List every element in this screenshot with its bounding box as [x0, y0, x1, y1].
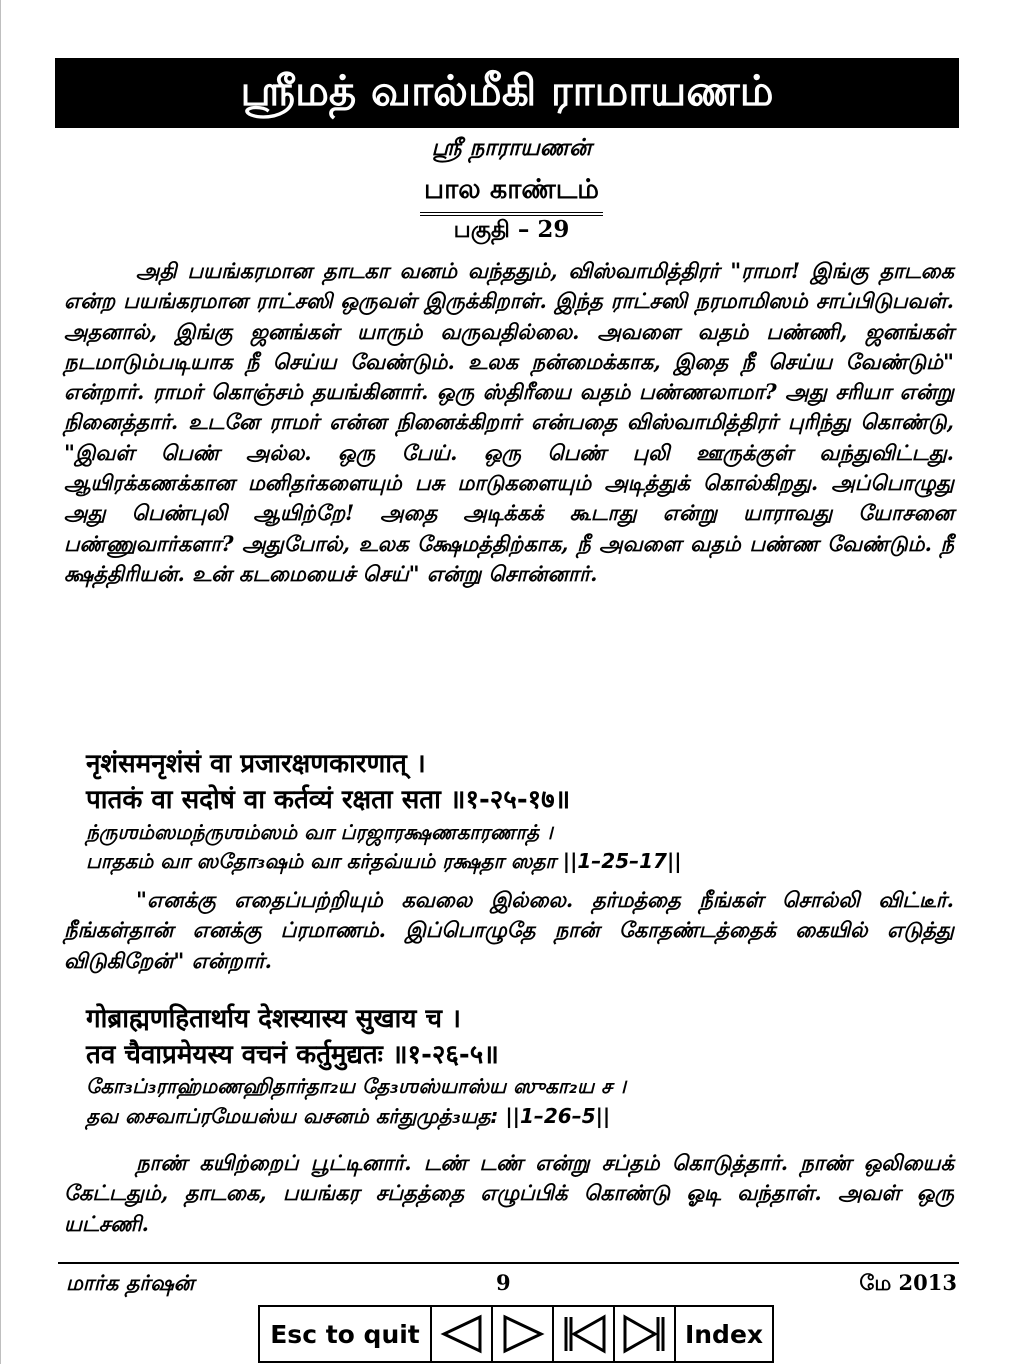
- sanskrit-sloka-2-line-1: गोब्राह्मणहितार्थाय देशस्यास्य सुखाय च ।: [86, 1004, 461, 1034]
- sanskrit-sloka-1-line-2: पातकं वा सदोषं वा कर्तव्यं रक्षता सता ॥१-२५-१७॥: [86, 785, 571, 815]
- previous-page-button[interactable]: [432, 1307, 493, 1361]
- sanskrit-sloka-1-line-1: नृशंसमनृशंसं वा प्रजारक्षणकारणात् ।: [86, 749, 426, 779]
- last-page-icon: [621, 1313, 669, 1355]
- next-page-icon: [501, 1313, 545, 1355]
- first-page-button[interactable]: [554, 1307, 615, 1361]
- tamil-transliteration-1-line-1: ந்ருஶம்ஸமந்ருஶம்ஸம் வா ப்ரஜாரக்ஷணகாரணாத் ।: [86, 820, 553, 844]
- prev-page-icon: [440, 1313, 484, 1355]
- first-page-icon: [560, 1313, 608, 1355]
- body-paragraph-1: அதி பயங்கரமான தாடகா வனம் வந்ததும், விஸ்வாமித்திரர் "ராமா! இங்கு தாடகை என்ற பயங்கரமான ராட்சஸி ஒருவள் இருக்கிறாள். இந்த ராட்சஸி நரமாமிஸம் சாப்பிடுபவள். அதனால், இங்கு ஜனங்கள் யாரும் வருவதில்லை. அவளை வதம் பண்ணி, ஜனங்கள் நடமாடும்படியாக நீ செய்ய வேண்டும். உலக நன்மைக்காக, இதை நீ செய்ய வேண்டும்" என்றார். ராமர் கொஞ்சம் தயங்கினார். ஒரு ஸ்திரீயை வதம் பண்ணலாமா? அது சரியா என்று நினைத்தார். உடனே ராமர் என்ன நினைக்கிறார் என்பதை விஸ்வாமித்திரர் புரிந்து கொண்டு, "இவள் பெண் அல்ல. ஒரு பேய். ஒரு பெண் புலி ஊருக்குள் வந்துவிட்டது. ஆயிரக்கணக்கான மனிதர்களையும் பசு மாடுகளையும் அடித்துக் கொல்கிறது. அப்பொழுது அது பெண்புலி ஆயிற்றே! அதை அடிக்கக் கூடாது என்று யாராவது யோசனை பண்ணுவார்களா? அதுபோல், உலக க்ஷேமத்திற்காக, நீ அவளை வதம் பண்ண வேண்டும். நீ க்ஷத்திரியன். உன் கடமையைச் செய்" என்று சொன்னார்.: [64, 258, 954, 586]
- part-number: பகுதி – 29: [453, 216, 570, 243]
- kandam-title: பால காண்டம்: [420, 174, 603, 216]
- next-page-button[interactable]: [493, 1307, 554, 1361]
- esc-to-quit-button[interactable]: [260, 1307, 432, 1361]
- footer-divider: [58, 1262, 959, 1264]
- sanskrit-sloka-2-line-2: तव चैवाप्रमेयस्य वचनं कर्तुमुद्यतः ॥१-२६-५॥: [86, 1040, 499, 1070]
- tamil-transliteration-2-line-1: கோ₃ப்₃ராஹ்மணஹிதார்தா₂ய தே₃ஶஸ்யாஸ்ய ஸுகா₂ய ச ।: [86, 1074, 626, 1098]
- index-button[interactable]: [676, 1307, 772, 1361]
- body-paragraph-3: நாண் கயிற்றைப் பூட்டினார். டண் டண் என்று சப்தம் கொடுத்தார். நாண் ஒலியைக் கேட்டதும், தாடகை, பயங்கர சப்தத்தை எழுப்பிக் கொண்டு ஓடி வந்தாள். அவள் ஒரு யட்சணி.: [64, 1150, 954, 1236]
- navigation-bar: [258, 1305, 774, 1363]
- section-heading: [0, 174, 1023, 216]
- issue-date: மே 2013: [859, 1270, 957, 1295]
- index-label: Index: [684, 1319, 764, 1349]
- body-paragraph-2: "எனக்கு எதைப்பற்றியும் கவலை இல்லை. தர்மத்தை நீங்கள் சொல்லி விட்டீர். நீங்கள்தான் எனக்கு ப்ரமாணம். இப்பொழுதே நான் கோதண்டத்தைக் கையில் எடுத்து விடுகிறேன்" என்றார்.: [64, 887, 954, 973]
- tamil-transliteration-2-line-2: தவ சைவாப்ரமேயஸ்ய வசனம் கர்துமுத்₃யத: ||1–26–5||: [86, 1104, 611, 1128]
- magazine-title-banner: [55, 58, 959, 128]
- author-name: ஸ்ரீ நாராயணன்: [431, 134, 592, 161]
- page-title: ஸ்ரீமத் வால்மீகி ராமாயணம்: [240, 65, 774, 115]
- page-number: 9: [496, 1270, 511, 1295]
- magazine-name: மார்க தர்ஷன்: [66, 1270, 195, 1295]
- tamil-transliteration-1-line-2: பாதகம் வா ஸதோ₃ஷம் வா கர்தவ்யம் ரக்ஷதா ஸதா ||1–25–17||: [86, 849, 682, 873]
- last-page-button[interactable]: [615, 1307, 676, 1361]
- esc-to-quit-label: Esc to quit: [270, 1319, 420, 1349]
